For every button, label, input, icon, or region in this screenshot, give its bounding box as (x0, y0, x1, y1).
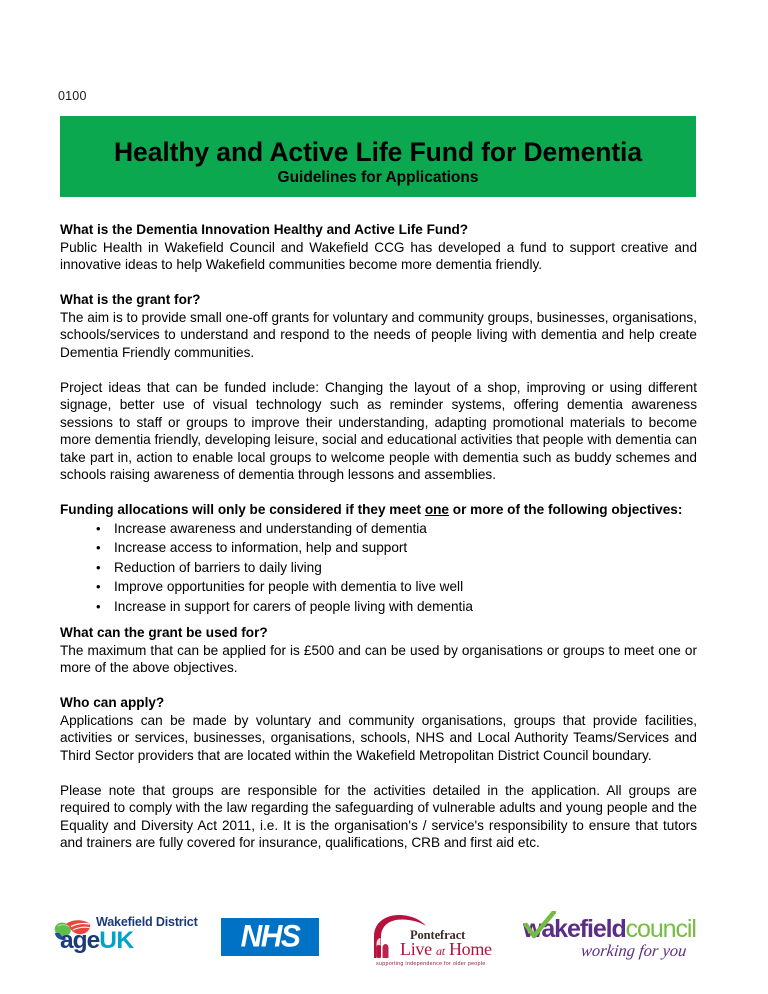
age-uk-word-uk: UK (99, 927, 134, 954)
list-item: • Improve opportunities for people with dementia to live well (60, 577, 697, 597)
nhs-wordmark: NHS (240, 919, 300, 954)
section-body-what-is-grant-for: The aim is to provide small one-off grants for voluntary and community groups, businesses, organisations, schools/services to understand and respond to the needs of people living with dementia and help create Dementia Friendly communities. (60, 309, 697, 360)
section-heading-grant-use: What can the grant be used for? (60, 625, 268, 640)
section-heading-what-is-grant-for: What is the grant for? (60, 292, 201, 307)
section-heading-what-is-fund: What is the Dementia Innovation Healthy and Active Life Fund? (60, 222, 469, 237)
checkmark-icon (523, 911, 557, 941)
objectives-intro-before: Funding allocations will only be considered if they meet (60, 502, 425, 517)
section-body-project-ideas: Project ideas that can be funded include: Changing the layout of a shop, improving or using different signage, better use of visual technology such as reminder systems, offering dementia awareness sessions to staff or groups to improve their understanding, adapting promotional materials to become more dementia friendly, developing leisure, social and educational activities that people with dementia can take part in, action to enable local groups to welcome people with dementia such as buddy schemes and schools raising awareness of dementia through lessons and assemblies. (60, 379, 697, 482)
age-uk-logo (50, 914, 215, 960)
page-subtitle: Guidelines for Applications (277, 169, 479, 186)
wakefield-council-logo (519, 915, 725, 967)
page-title: Healthy and Active Life Fund for Dementia (114, 137, 642, 167)
title-banner (60, 116, 696, 197)
section-body-please-note: Please note that groups are responsible for the activities detailed in the application. All groups are required to comply with the law regarding the safeguarding of vulnerable adults and young people and the Equality and Diversity Act 2011, i.e. It is the organisation's / service's responsibility to ensure that tutors and trainers are fully covered for insurance, qualifications, CRB and first aid etc. (60, 782, 697, 850)
section-body-what-is-fund: Public Health in Wakefield Council and Wakefield CCG has developed a fund to support creative and innovative ideas to help Wakefield communities become more dementia friendly. (60, 239, 697, 272)
word-home: Home (448, 939, 492, 959)
nhs-logo (221, 918, 319, 956)
pontefract-tagline: supporting independence for older people (376, 961, 486, 967)
word-council: council (625, 915, 696, 943)
objectives-intro-after: or more of the following objectives: (449, 502, 683, 517)
document-code: 0100 (58, 89, 87, 103)
list-item: • Reduction of barriers to daily living (60, 558, 697, 578)
list-item: • Increase awareness and understanding of dementia (60, 519, 697, 539)
list-item: • Increase access to information, help and support (60, 538, 697, 558)
word-at: at (436, 944, 445, 958)
list-item: • Increase in support for carers of people living with dementia (60, 597, 697, 617)
pontefract-live-at-home-logo (368, 908, 494, 978)
pontefract-wordmark: Pontefract (410, 928, 466, 942)
objectives-intro-emphasis: one (424, 502, 449, 517)
wakefield-council-tagline: working for you (580, 941, 688, 960)
section-body-grant-use: The maximum that can be applied for is £500 and can be used by organisations or groups to meet one or more of the above objectives. (60, 642, 697, 675)
age-uk-wordmark (60, 927, 134, 955)
document-body (60, 221, 697, 852)
objectives-intro (60, 501, 697, 519)
word-wakefield: wakefield (523, 915, 626, 943)
age-uk-word-age: age (60, 927, 100, 954)
section-heading-who-can-apply: Who can apply? (60, 695, 165, 710)
section-body-who-can-apply: Applications can be made by voluntary and community organisations, groups that provide facilities, activities or services, businesses, organisations, schools, NHS and Local Authority Teams/Services and Third Sector providers that are located within the Wakefield Metropolitan District Council boundary. (60, 712, 697, 763)
live-at-home-wordmark (400, 939, 492, 960)
objectives-list (60, 519, 697, 617)
age-uk-district-label: Wakefield District (96, 915, 198, 929)
footer-logos (0, 900, 768, 994)
word-live: Live (400, 939, 432, 959)
